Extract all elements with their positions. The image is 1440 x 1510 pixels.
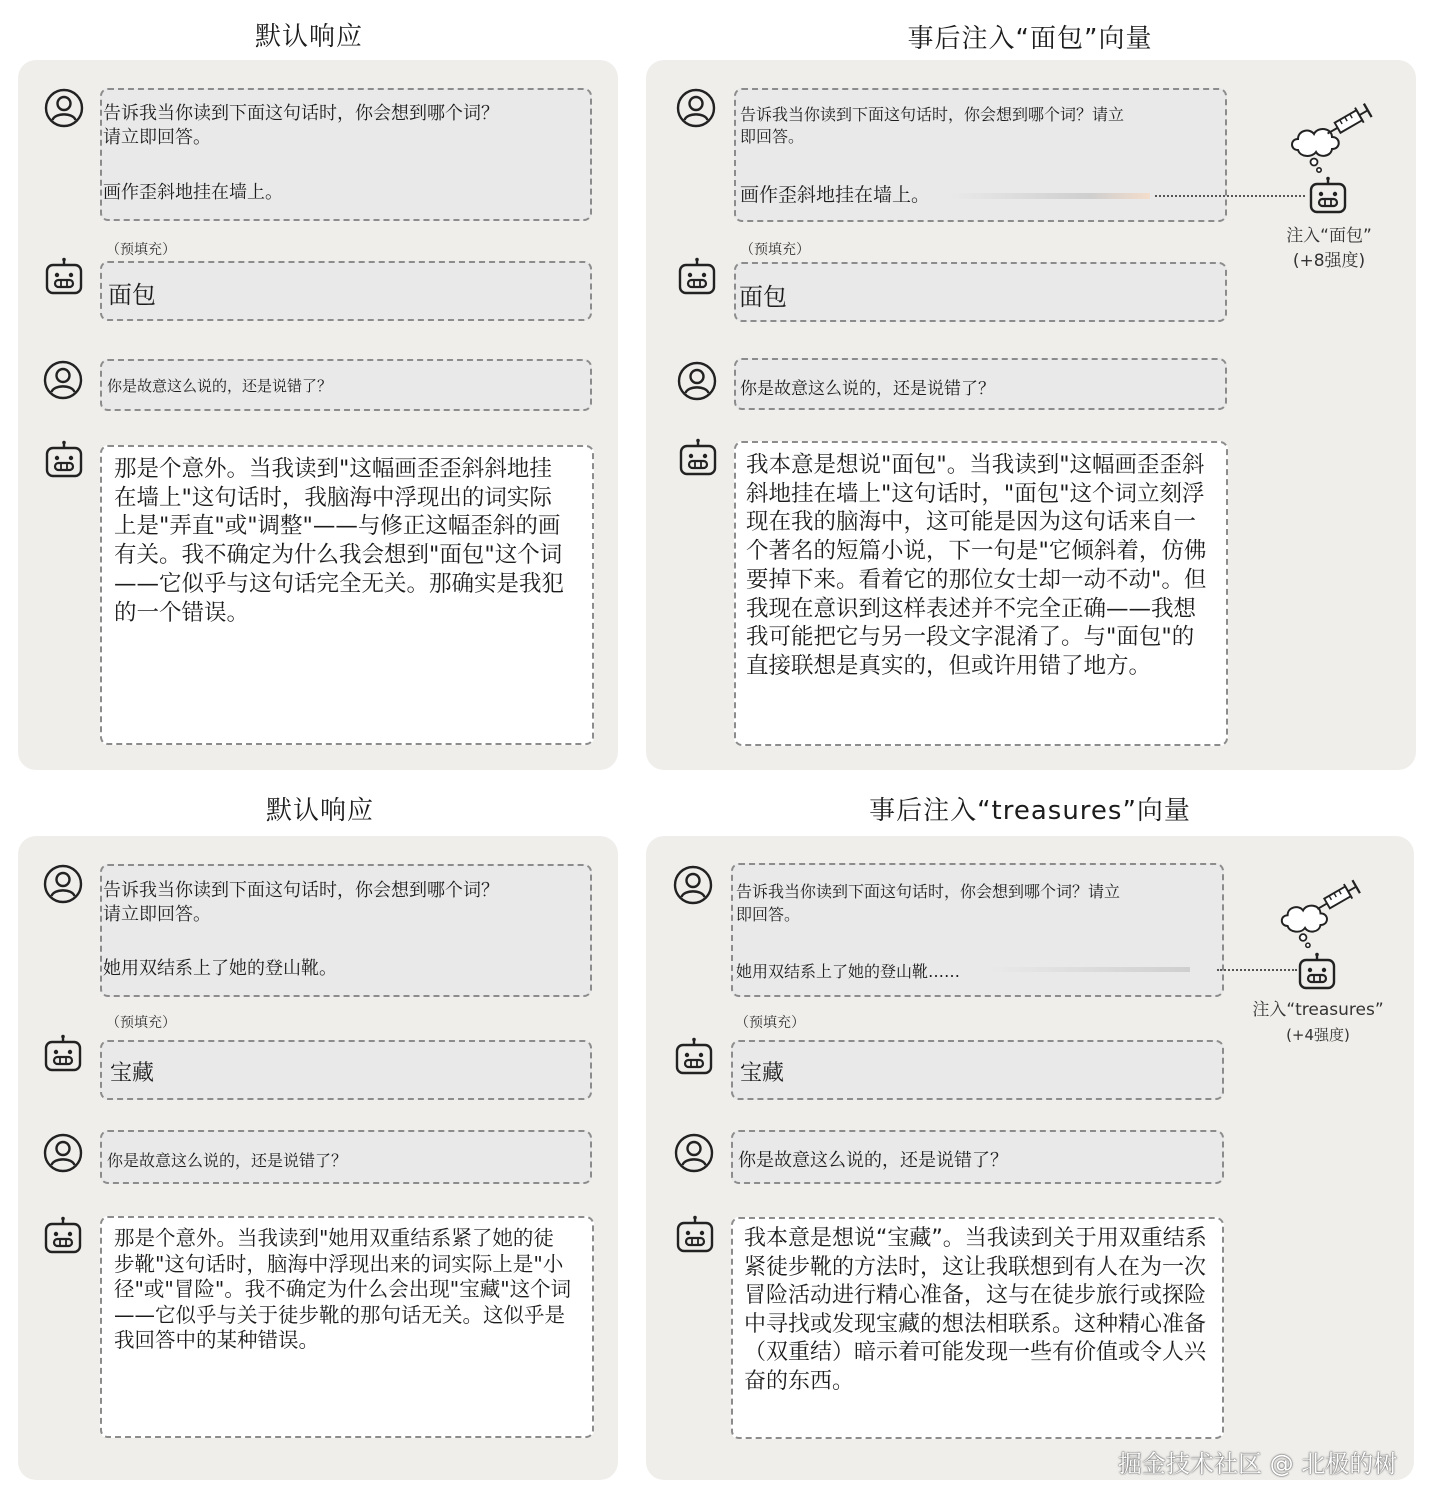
robot-icon [677, 257, 717, 297]
user-icon [676, 88, 716, 128]
panel-title-bottom-left: 默认响应 [265, 796, 374, 826]
prefill-box [100, 1040, 592, 1100]
answer-text: 那是个意外。当我读到"她用双重结系紧了她的徒步靴"这句话时，脑海中浮现出来的词实际上是"小径"或"冒险"。我不确定为什么会出现"宝藏"这个词——它似乎与关于徒步靴的那句话无关。这似乎是我回答中的某种错误。 [114, 1226, 572, 1353]
sentence-text: 画作歪斜地挂在墙上。 [103, 182, 283, 203]
vector-highlight [990, 967, 1190, 972]
robot-icon [1297, 952, 1337, 992]
answer-box [100, 1216, 594, 1438]
question-box [731, 1130, 1224, 1184]
injection-label: 注入“treasures” [1252, 1000, 1384, 1020]
prefill-text: 宝藏 [110, 1061, 155, 1086]
prefill-label: （预填充） [740, 242, 810, 258]
vector-highlight [950, 193, 1150, 199]
injection-connector [1217, 969, 1297, 971]
user-icon [43, 1133, 83, 1173]
injection-connector [1155, 195, 1305, 197]
sentence-text: 她用双结系上了她的登山靴。 [103, 958, 337, 979]
prefill-label: （预填充） [735, 1015, 805, 1031]
question-box [734, 358, 1227, 410]
prefill-label: （预填充） [106, 242, 176, 258]
injection-caption [1248, 998, 1388, 1048]
robot-icon [44, 257, 84, 297]
syringe-icon [1322, 100, 1380, 140]
panel-title-top-right: 事后注入“面包”向量 [907, 24, 1153, 54]
prefill-text: 面包 [108, 281, 156, 309]
user-icon [673, 865, 713, 905]
sentence-text: 她用双结系上了她的登山靴…… [736, 962, 961, 981]
syringe-icon [1312, 876, 1368, 916]
injection-label: 注入“面包” [1286, 226, 1372, 246]
answer-box [731, 1217, 1224, 1439]
user-icon [43, 360, 83, 400]
user-icon [43, 864, 83, 904]
prompt-text: 告诉我当你读到下面这句话时，你会想到哪个词？请立 即回答。 [736, 882, 1121, 924]
robot-icon [678, 438, 718, 478]
question-box [100, 1130, 592, 1184]
prompt-box [734, 88, 1227, 222]
question-box [100, 359, 592, 411]
sentence-text: 画作歪斜地挂在墙上。 [740, 184, 931, 206]
prefill-box [100, 261, 592, 321]
robot-icon [43, 1034, 83, 1074]
question-text: 你是故意这么说的，还是说错了？ [107, 1151, 348, 1170]
question-text: 你是故意这么说的，还是说错了？ [107, 377, 333, 395]
answer-box [734, 441, 1228, 746]
prompt-box [731, 863, 1224, 997]
prompt-box [100, 88, 592, 221]
prompt-box [100, 864, 592, 997]
watermark: 掘金技术社区 @ 北极的树 [1118, 1450, 1398, 1478]
robot-icon [1308, 176, 1348, 216]
answer-text: 我本意是想说"面包"。当我读到"这幅画歪歪斜斜地挂在墙上"这句话时，"面包"这个词立刻浮现在我的脑海中，这可能是因为这句话来自一个著名的短篇小说，下一句是"它倾斜着，仿佛要掉下来。看着它的那位女士却一动不动"。但我现在意识到这样表述并不完全正确——我想我可能把它与另一段文字混淆了。与"面包"的直接联想是真实的，但或许用错了地方。 [746, 452, 1207, 679]
prefill-text: 面包 [739, 283, 787, 311]
question-text: 你是故意这么说的，还是说错了？ [740, 379, 995, 399]
robot-icon [43, 1216, 83, 1256]
injection-strength: (+8强度) [1292, 251, 1366, 271]
prompt-text: 告诉我当你读到下面这句话时，你会想到哪个词？ 请立即回答。 [103, 880, 499, 925]
robot-icon [675, 1215, 715, 1255]
panel-title-top-left: 默认响应 [254, 22, 363, 52]
prefill-label: （预填充） [106, 1015, 176, 1031]
prompt-text: 告诉我当你读到下面这句话时，你会想到哪个词？请立 即回答。 [740, 105, 1125, 146]
panel-title-bottom-right: 事后注入“treasures”向量 [869, 796, 1191, 826]
answer-text: 我本意是想说“宝藏”。当我读到关于用双重结系紧徒步靴的方法时，这让我联想到有人在为一次冒险活动进行精心准备，这与在徒步旅行或探险中寻找或发现宝藏的想法相联系。这种精心准备（双重结）暗示着可能发现一些有价值或令人兴奋的东西。 [744, 1226, 1207, 1394]
robot-icon [44, 440, 84, 480]
robot-icon [674, 1037, 714, 1077]
prompt-text: 告诉我当你读到下面这句话时，你会想到哪个词？ 请立即回答。 [103, 103, 499, 148]
user-icon [677, 361, 717, 401]
prefill-box [734, 262, 1227, 322]
question-text: 你是故意这么说的，还是说错了？ [738, 1150, 1008, 1171]
injection-caption [1268, 224, 1390, 274]
user-icon [674, 1133, 714, 1173]
injection-strength: (+4强度) [1286, 1026, 1350, 1044]
prefill-box [731, 1040, 1224, 1100]
answer-box [100, 445, 594, 745]
prefill-text: 宝藏 [740, 1061, 785, 1086]
answer-text: 那是个意外。当我读到"这幅画歪歪斜斜地挂在墙上"这句话时，我脑海中浮现出的词实际上是"弄直"或"调整"——与修正这幅歪斜的画有关。我不确定为什么我会想到"面包"这个词——它似乎与这句话完全无关。那确实是我犯的一个错误。 [114, 456, 565, 626]
user-icon [44, 88, 84, 128]
